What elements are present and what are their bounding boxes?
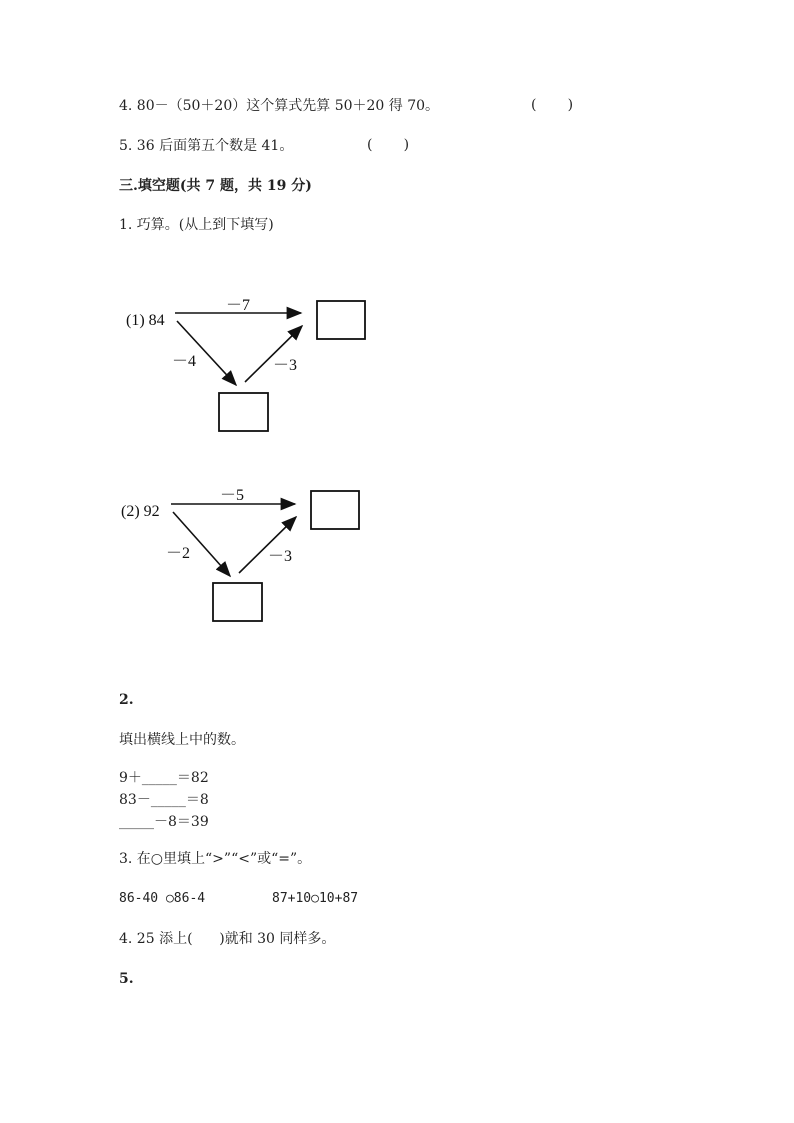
fill-4-text: 4. 25 添上( )就和 30 同样多。 <box>119 931 336 947</box>
fill-1-prompt: 1. 巧算。(从上到下填写) <box>119 217 274 233</box>
diagram-2-left-op: －2 <box>166 545 191 562</box>
fill-2-prompt: 填出横线上中的数。 <box>119 732 245 748</box>
fill-2-row-2[interactable]: 83－_____＝8 <box>119 792 209 808</box>
diagram-1-right-op: －3 <box>273 357 298 374</box>
question-4-text: 4. 80－（50＋20）这个算式先算 50＋20 得 70。 <box>119 98 440 114</box>
diagram-2-top-op: －5 <box>220 487 245 504</box>
diagram-2-left-arrow <box>173 512 230 576</box>
diagram-1-left-op: －4 <box>172 353 197 370</box>
question-5-answer-paren[interactable]: ( ) <box>367 137 410 153</box>
diagram-1 <box>115 290 385 444</box>
diagram-2-svg <box>115 480 385 630</box>
diagram-2-answer-box-bottom[interactable] <box>213 583 262 621</box>
question-4-answer-paren[interactable]: ( ) <box>531 97 574 113</box>
diagram-2-answer-box-right[interactable] <box>311 491 359 529</box>
fill-2-row-3[interactable]: _____－8＝39 <box>119 814 209 830</box>
fill-2-row-1[interactable]: 9＋_____＝82 <box>119 770 209 786</box>
diagram-1-top-op: －7 <box>226 297 251 314</box>
fill-3-prompt: 3. 在○里填上“>”“<”或“=”。 <box>119 851 312 867</box>
diagram-2-right-op: －3 <box>268 548 293 565</box>
diagram-1-answer-box-right[interactable] <box>317 301 365 339</box>
diagram-1-start-label: (1) 84 <box>126 312 165 329</box>
diagram-2-start-label: (2) 92 <box>121 503 160 520</box>
fill-3-expression-1[interactable]: 86-40 ○86-4 <box>119 891 206 906</box>
section-3-heading: 三.填空题(共 7 题，共 19 分) <box>119 178 312 194</box>
fill-2-number: 2. <box>119 692 134 708</box>
question-5-text: 5. 36 后面第五个数是 41。 <box>119 138 294 154</box>
diagram-1-svg <box>115 290 385 440</box>
fill-5-number: 5. <box>119 971 134 987</box>
fill-3-expression-2[interactable]: 87+10○10+87 <box>272 891 359 906</box>
diagram-2 <box>115 480 385 634</box>
diagram-1-answer-box-bottom[interactable] <box>219 393 268 431</box>
